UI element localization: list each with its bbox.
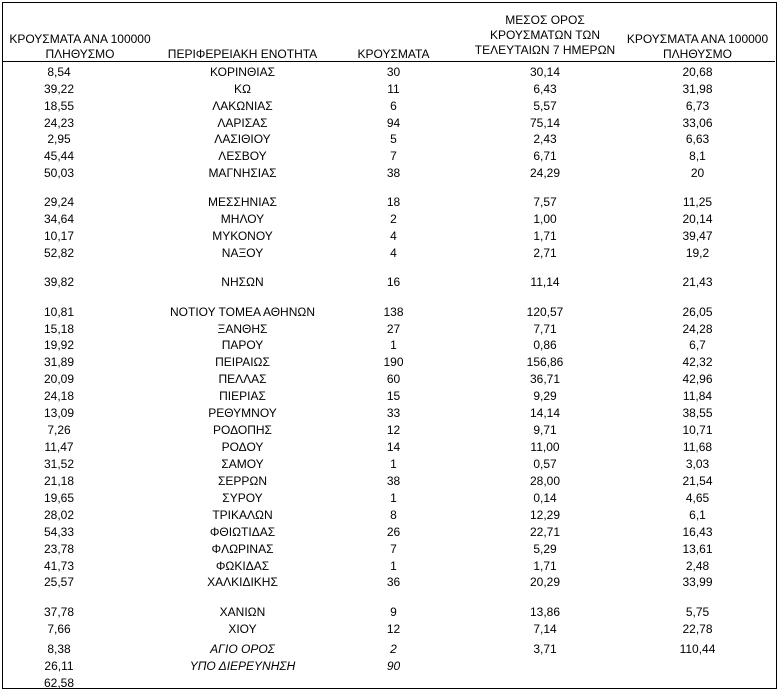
- table-cell-c4: 6,71: [533, 149, 557, 163]
- table-cell-c3: 138: [383, 305, 404, 319]
- table-cell-c4: 6,43: [533, 82, 557, 96]
- table-cell-c1: 7,26: [47, 423, 71, 437]
- table-cell-c1: 45,44: [43, 149, 75, 163]
- table-cell-c2: ΜΕΣΣΗΝΙΑΣ: [208, 195, 277, 209]
- table-cell-c2: ΑΓΙΟ ΟΡΟΣ: [210, 642, 275, 656]
- table-cell-c4: 1,71: [533, 229, 557, 243]
- table-cell-c3: 2: [390, 642, 397, 656]
- table-cell-c4: 156,86: [526, 355, 564, 369]
- table-cell-c1: 39,82: [43, 275, 75, 289]
- table-cell-c2: ΠΙΕΡΙΑΣ: [219, 389, 266, 403]
- table-cell-c5: 42,96: [682, 372, 713, 386]
- table-cell-c2: ΝΗΣΩΝ: [221, 275, 264, 289]
- header-rate-per-100000-right: ΚΡΟΥΣΜΑΤΑ ΑΝΑ 100000 ΠΛΗΘΥΣΜΟ: [626, 32, 769, 61]
- table-cell-c5: 11,84: [682, 389, 713, 403]
- table-cell-c5: 24,28: [682, 322, 713, 336]
- table-cell-c1: 50,03: [43, 166, 75, 180]
- table-cell-c1: 8,54: [47, 65, 71, 79]
- table-cell-c2: ΞΑΝΘΗΣ: [217, 322, 268, 336]
- table-cell-c1: 2,95: [47, 132, 71, 146]
- table-cell-c2: ΧΑΝΙΩΝ: [219, 605, 266, 619]
- table-cell-c1: 62,58: [43, 676, 75, 690]
- table-cell-c1: 10,81: [43, 305, 75, 319]
- table-cell-c4: 2,71: [533, 246, 557, 260]
- table-cell-c3: 12: [386, 423, 401, 437]
- table-cell-c2: ΥΠΟ ΔΙΕΡΕΥΝΗΣΗ: [189, 659, 296, 673]
- table-cell-c5: 22,78: [682, 622, 713, 636]
- table-cell-c4: 0,57: [533, 457, 557, 471]
- table-cell-c1: 34,64: [43, 212, 75, 226]
- table-cell-c4: 2,43: [533, 132, 557, 146]
- table-cell-c2: ΡΕΘΥΜΝΟΥ: [208, 406, 277, 420]
- table-cell-c5: 10,71: [682, 423, 713, 437]
- table-cell-c5: 11,25: [682, 195, 713, 209]
- table-cell-c2: ΛΑΡΙΣΑΣ: [217, 116, 268, 130]
- table-cell-c2: ΤΡΙΚΑΛΩΝ: [212, 508, 273, 522]
- table-cell-c1: 15,18: [43, 322, 75, 336]
- table-cell-c2: ΦΘΙΩΤΙΔΑΣ: [209, 525, 276, 539]
- table-cell-c2: ΦΩΚΙΔΑΣ: [215, 559, 270, 573]
- table-cell-c3: 6: [390, 99, 397, 113]
- table-cell-c3: 94: [386, 116, 401, 130]
- table-cell-c2: ΜΑΓΝΗΣΙΑΣ: [208, 166, 277, 180]
- table-cell-c1: 26,11: [44, 659, 74, 673]
- table-cell-c3: 38: [386, 474, 401, 488]
- header-divider: [3, 61, 775, 62]
- table-cell-c5: 6,73: [685, 99, 710, 113]
- table-cell-c4: 22,71: [529, 525, 561, 539]
- table-cell-c5: 20,68: [682, 65, 713, 79]
- table-cell-c3: 30: [386, 65, 401, 79]
- table-cell-c4: 11,14: [530, 275, 560, 289]
- table-cell-c5: 110,44: [679, 642, 716, 656]
- table-cell-c5: 4,65: [685, 491, 710, 505]
- table-cell-c5: 21,54: [682, 474, 713, 488]
- header-regional-unit: ΠΕΡΙΦΕΡΕΙΑΚΗ ΕΝΟΤΗΤΑ: [167, 47, 318, 61]
- table-cell-c2: ΣΥΡΟΥ: [222, 491, 263, 505]
- table-cell-c1: 31,89: [43, 355, 75, 369]
- table-cell-c5: 8,1: [689, 149, 706, 163]
- table-cell-c1: 29,24: [43, 195, 75, 209]
- table-cell-c5: 38,55: [682, 406, 713, 420]
- table-cell-c5: 26,05: [682, 305, 713, 319]
- table-cell-c1: 7,66: [47, 622, 71, 636]
- table-cell-c5: 11,68: [682, 440, 713, 454]
- table-cell-c4: 0,86: [533, 338, 557, 352]
- table-cell-c5: 42,32: [682, 355, 713, 369]
- table-cell-c5: 20,14: [682, 212, 713, 226]
- table-cell-c1: 24,23: [43, 116, 75, 130]
- table-cell-c2: ΠΑΡΟΥ: [221, 338, 264, 352]
- table-cell-c2: ΜΥΚΟΝΟΥ: [212, 229, 273, 243]
- table-cell-c1: 25,57: [43, 575, 75, 589]
- table-cell-c2: ΠΕΙΡΑΙΩΣ: [215, 355, 270, 369]
- table-cell-c1: 19,92: [43, 338, 75, 352]
- table-cell-c5: 6,7: [689, 338, 706, 352]
- header-cases: ΚΡΟΥΣΜΑΤΑ: [357, 47, 430, 61]
- table-cell-c1: 24,18: [43, 389, 75, 403]
- table-cell-c1: 20,09: [43, 372, 75, 386]
- table-cell-c2: ΚΟΡΙΝΘΙΑΣ: [209, 65, 276, 79]
- table-cell-c1: 11,47: [44, 440, 74, 454]
- table-cell-c3: 38: [386, 166, 401, 180]
- header-rate-per-100000-left: ΚΡΟΥΣΜΑΤΑ ΑΝΑ 100000 ΠΛΗΘΥΣΜΟ: [9, 32, 151, 61]
- table-cell-c4: 13,86: [529, 605, 561, 619]
- table-cell-c5: 31,98: [682, 82, 713, 96]
- table-cell-c1: 37,78: [43, 605, 75, 619]
- table-cell-c3: 11: [387, 82, 400, 96]
- table-cell-c1: 19,65: [43, 491, 75, 505]
- table-cell-c4: 12,29: [529, 508, 561, 522]
- table-cell-c4: 36,71: [529, 372, 561, 386]
- table-cell-c5: 33,06: [682, 116, 713, 130]
- table-cell-c1: 41,73: [43, 559, 75, 573]
- table-cell-c3: 7: [390, 149, 397, 163]
- table-cell-c5: 33,99: [682, 575, 713, 589]
- table-cell-c5: 6,63: [685, 132, 710, 146]
- table-cell-c5: 21,43: [682, 275, 713, 289]
- table-cell-c4: 9,71: [533, 423, 557, 437]
- table-cell-c3: 1: [390, 491, 397, 505]
- table-cell-c4: 30,14: [529, 65, 561, 79]
- table-cell-c1: 23,78: [43, 542, 75, 556]
- table-cell-c4: 20,29: [529, 575, 561, 589]
- table-cell-c4: 28,00: [529, 474, 561, 488]
- table-cell-c3: 12: [386, 622, 401, 636]
- table-cell-c1: 39,22: [43, 82, 75, 96]
- table-cell-c3: 36: [386, 575, 401, 589]
- table-cell-c2: ΧΙΟΥ: [228, 622, 257, 636]
- table-cell-c2: ΧΑΛΚΙΔΙΚΗΣ: [207, 575, 278, 589]
- table-cell-c1: 13,09: [43, 406, 75, 420]
- table-cell-c4: 75,14: [529, 116, 561, 130]
- table-cell-c3: 1: [390, 338, 397, 352]
- table-cell-c3: 60: [386, 372, 401, 386]
- table-cell-c2: ΦΛΩΡΙΝΑΣ: [211, 542, 274, 556]
- table-cell-c1: 31,52: [43, 457, 75, 471]
- table-cell-c5: 19,2: [685, 246, 710, 260]
- table-cell-c2: ΡΟΔΟΠΗΣ: [213, 423, 272, 437]
- table-cell-c3: 9: [390, 605, 397, 619]
- table-cell-c2: ΣΕΡΡΩΝ: [217, 474, 268, 488]
- table-cell-c4: 5,57: [533, 99, 557, 113]
- table-cell-c2: ΚΩ: [234, 82, 251, 96]
- table-cell-c2: ΛΕΣΒΟΥ: [218, 149, 267, 163]
- table-cell-c1: 8,38: [47, 642, 71, 656]
- table-cell-c5: 6,1: [689, 508, 706, 522]
- table-cell-c3: 5: [390, 132, 397, 146]
- table-cell-c1: 28,02: [43, 508, 75, 522]
- table-cell-c4: 3,71: [533, 642, 557, 656]
- table-cell-c3: 18: [386, 195, 401, 209]
- table-cell-c5: 2,48: [685, 559, 710, 573]
- table-cell-c1: 54,33: [43, 525, 75, 539]
- table-cell-c2: ΝΑΞΟΥ: [221, 246, 264, 260]
- table-cell-c3: 1: [390, 559, 397, 573]
- table-cell-c4: 14,14: [529, 406, 561, 420]
- table-cell-c2: ΛΑΚΩΝΙΑΣ: [212, 99, 273, 113]
- table-cell-c3: 26: [386, 525, 401, 539]
- table-cell-c1: 52,82: [43, 246, 75, 260]
- table-cell-c3: 8: [390, 508, 397, 522]
- table-cell-c5: 20: [690, 166, 705, 180]
- table-cell-c5: 13,61: [682, 542, 713, 556]
- table-cell-c3: 90: [386, 659, 401, 673]
- table-cell-c1: 10,17: [43, 229, 75, 243]
- table-cell-c3: 4: [390, 229, 397, 243]
- table-cell-c3: 7: [390, 542, 397, 556]
- table-cell-c3: 4: [390, 246, 397, 260]
- table-cell-c3: 15: [386, 389, 401, 403]
- table-cell-c4: 9,29: [533, 389, 557, 403]
- header-7day-average: ΜΕΣΟΣ ΟΡΟΣ ΚΡΟΥΣΜΑΤΩΝ ΤΩΝ ΤΕΛΕΥΤΑΙΩΝ 7 ΗΜΕΡΩΝ: [474, 13, 616, 57]
- table-cell-c4: 5,29: [533, 542, 557, 556]
- table-cell-c3: 16: [386, 275, 401, 289]
- table-cell-c4: 1,71: [533, 559, 557, 573]
- table-cell-c2: ΝΟΤΙΟΥ ΤΟΜΕΑ ΑΘΗΝΩΝ: [169, 305, 316, 319]
- table-cell-c4: 0,14: [533, 491, 557, 505]
- table-cell-c3: 1: [390, 457, 397, 471]
- table-cell-c4: 1,00: [533, 212, 557, 226]
- table-cell-c4: 7,57: [533, 195, 557, 209]
- table-cell-c2: ΡΟΔΟΥ: [221, 440, 264, 454]
- table-cell-c2: ΜΗΛΟΥ: [220, 212, 265, 226]
- table-cell-c3: 190: [383, 355, 404, 369]
- table-cell-c2: ΣΑΜΟΥ: [221, 457, 264, 471]
- table-cell-c4: 120,57: [526, 305, 564, 319]
- table-cell-c2: ΛΑΣΙΘΙΟΥ: [214, 132, 271, 146]
- table-cell-c5: 39,47: [682, 229, 713, 243]
- table-cell-c4: 7,71: [533, 322, 557, 336]
- table-cell-c3: 27: [386, 322, 401, 336]
- table-cell-c3: 14: [386, 440, 401, 454]
- table-cell-c5: 16,43: [682, 525, 713, 539]
- table-cell-c5: 3,03: [685, 457, 710, 471]
- table-cell-c5: 5,75: [685, 605, 710, 619]
- table-cell-c4: 24,29: [529, 166, 561, 180]
- table-cell-c3: 33: [386, 406, 401, 420]
- table-cell-c4: 11,00: [530, 440, 560, 454]
- table-cell-c4: 7,14: [533, 622, 557, 636]
- table-cell-c2: ΠΕΛΛΑΣ: [218, 372, 267, 386]
- table-cell-c1: 18,55: [43, 99, 75, 113]
- table-cell-c1: 21,18: [43, 474, 75, 488]
- table-cell-c3: 2: [390, 212, 397, 226]
